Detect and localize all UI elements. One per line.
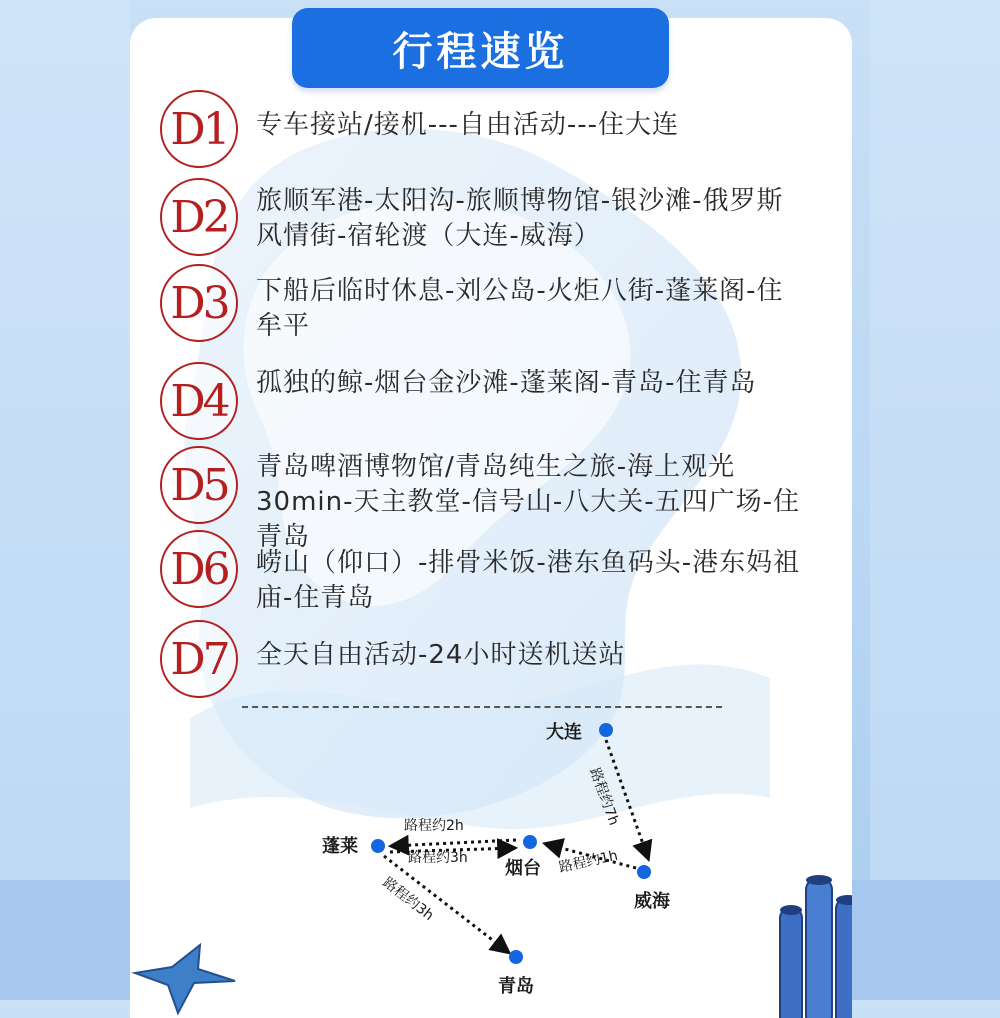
city-dot-dalian: [599, 723, 613, 737]
day-label: D2: [170, 191, 228, 243]
day-label: D6: [170, 543, 228, 595]
route-label-dalian-weihai: 路程约7h: [586, 765, 622, 828]
city-label-penglai: 蓬莱: [322, 836, 358, 857]
page-title: 行程速览: [392, 28, 569, 75]
day-description-d5: 青岛啤酒博物馆/青岛纯生之旅-海上观光30min-天主教堂-信号山-八大关-五四广场-住青岛: [256, 452, 801, 552]
day-description-d2: 旅顺军港-太阳沟-旅顺博物馆-银沙滩-俄罗斯风情街-宿轮渡（大连-威海）: [256, 186, 784, 251]
route-label-penglai-yantai: 路程约3h: [408, 850, 468, 866]
day-description-d4: 孤独的鲸-烟台金沙滩-蓬莱阁-青岛-住青岛: [256, 368, 757, 398]
city-dot-yantai: [523, 835, 537, 849]
city-dot-penglai: [371, 839, 385, 853]
day-description-d6: 崂山（仰口）-排骨米饭-港东鱼码头-港东妈祖庙-住青岛: [256, 548, 801, 613]
route-label-penglai-qingdao: 路程约3h: [379, 874, 437, 924]
route-label-yantai-penglai: 路程约2h: [404, 818, 464, 834]
day-label: D7: [170, 633, 228, 685]
day-label: D4: [170, 375, 228, 427]
city-dot-qingdao: [509, 950, 523, 964]
city-label-weihai: 威海: [634, 891, 670, 912]
day-label: D3: [170, 277, 228, 329]
city-label-yantai: 烟台: [505, 858, 541, 879]
day-description-d7: 全天自由活动-24小时送机送站: [256, 640, 626, 670]
route-label-weihai-yantai: 路程约1h: [557, 847, 620, 876]
city-label-dalian: 大连: [546, 722, 582, 743]
route-line-yantai-penglai: [392, 840, 516, 846]
day-description-d3: 下船后临时休息-刘公岛-火炬八街-蓬莱阁-住牟平: [256, 276, 784, 341]
day-label: D1: [170, 103, 228, 155]
city-dot-weihai: [637, 865, 651, 879]
day-description-d1: 专车接站/接机---自由活动---住大连: [256, 110, 680, 140]
city-label-qingdao: 青岛: [498, 976, 534, 997]
day-label: D5: [170, 459, 228, 511]
